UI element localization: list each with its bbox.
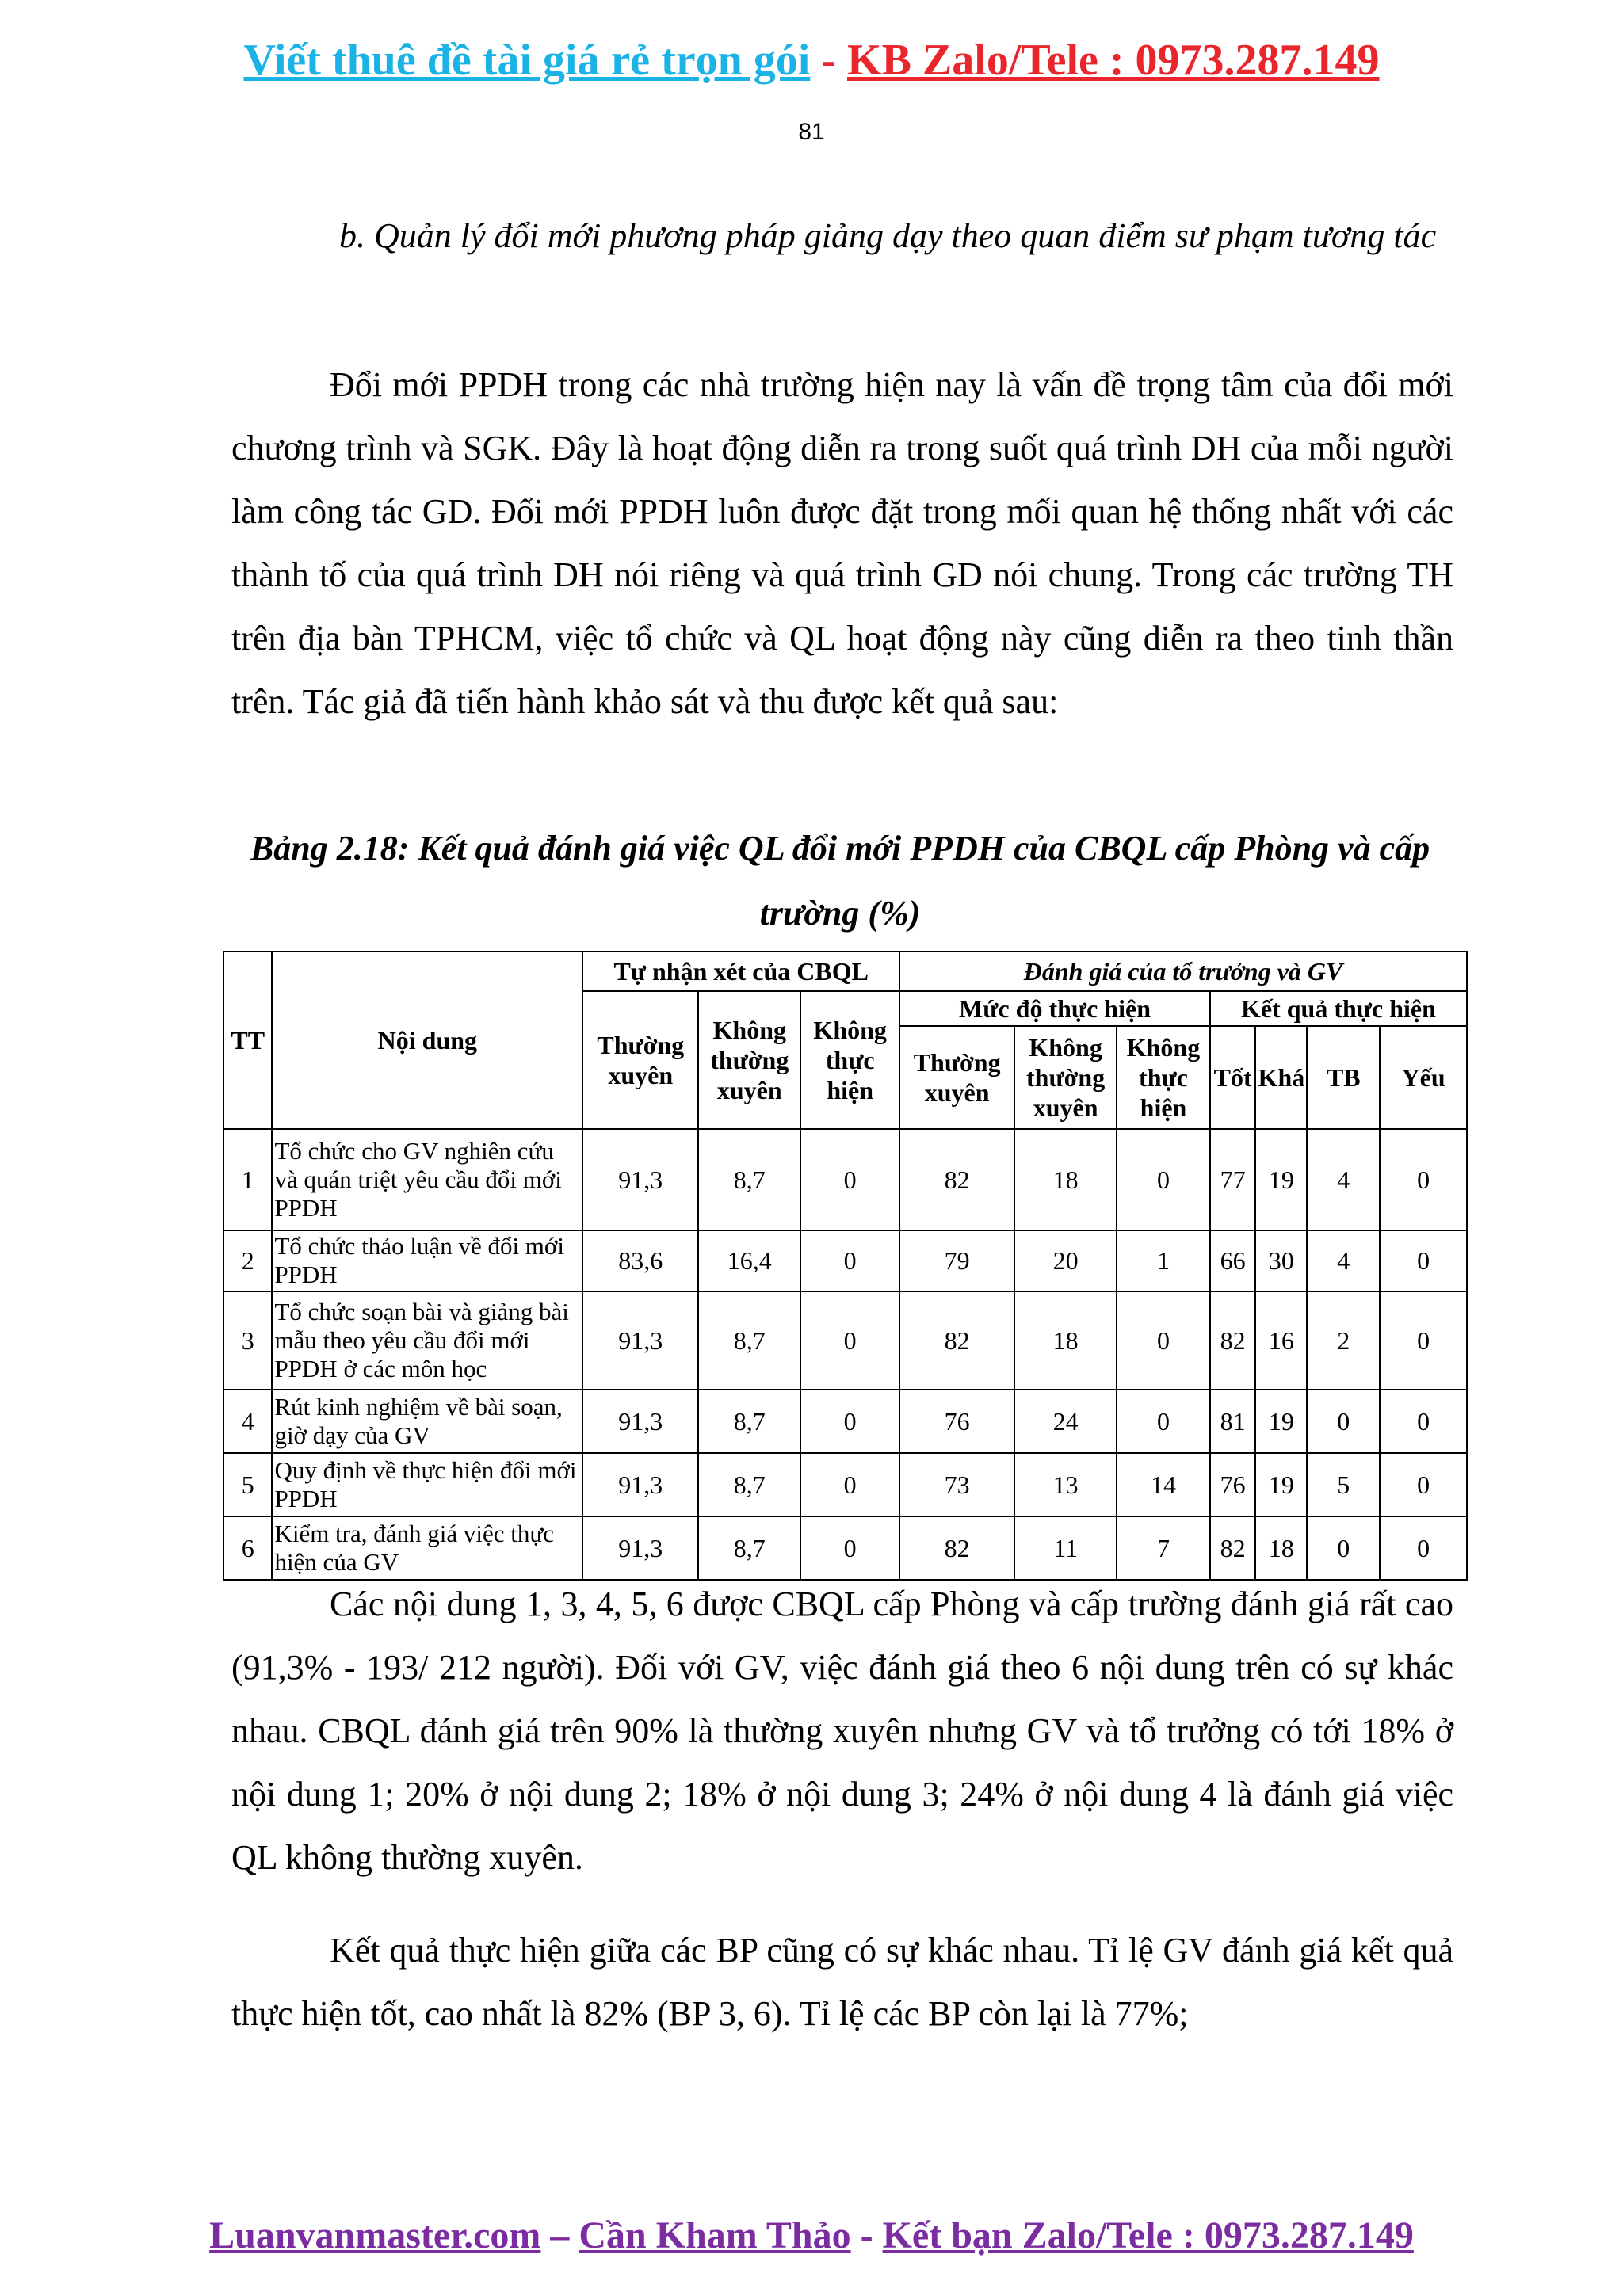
- footer-link-contact[interactable]: Kết bạn Zalo/Tele : 0973.287.149: [882, 2214, 1414, 2256]
- row-number: 2: [223, 1230, 272, 1291]
- row-value: 13: [1014, 1453, 1117, 1516]
- row-value: 8,7: [698, 1453, 800, 1516]
- table-row: [223, 1390, 1467, 1453]
- row-number: 4: [223, 1390, 272, 1453]
- header-self-col: Không thực hiện: [800, 991, 899, 1129]
- row-content: Quy định về thực hiện đổi mới PPDH: [272, 1453, 582, 1516]
- row-value: 79: [899, 1230, 1014, 1291]
- footer-link-site[interactable]: Luanvanmaster.com: [209, 2214, 541, 2256]
- header-result-col: Yếu: [1380, 1026, 1467, 1129]
- row-value: 2: [1307, 1291, 1380, 1390]
- row-value: 7: [1117, 1516, 1210, 1580]
- row-value: 0: [1117, 1291, 1210, 1390]
- row-value: 82: [899, 1129, 1014, 1230]
- row-value: 14: [1117, 1453, 1210, 1516]
- row-value: 81: [1210, 1390, 1255, 1453]
- header-level-col: Không thực hiện: [1117, 1026, 1210, 1129]
- header-evaluation: Đánh giá của tổ trưởng và GV: [899, 952, 1467, 991]
- row-content: Tổ chức soạn bài và giảng bài mẫu theo yêu cầu đổi mới PPDH ở các môn học: [272, 1291, 582, 1390]
- row-value: 18: [1255, 1516, 1307, 1580]
- footer-separator: -: [850, 2214, 883, 2256]
- header-tt: TT: [223, 952, 272, 1129]
- row-value: 0: [1380, 1291, 1467, 1390]
- table-row: [223, 1291, 1467, 1390]
- header-level-col: Thường xuyên: [899, 1026, 1014, 1129]
- row-value: 4: [1307, 1230, 1380, 1291]
- row-value: 8,7: [698, 1291, 800, 1390]
- row-value: 0: [800, 1390, 899, 1453]
- row-content: Tổ chức cho GV nghiên cứu và quán triệt yêu cầu đổi mới PPDH: [272, 1129, 582, 1230]
- row-value: 73: [899, 1453, 1014, 1516]
- row-value: 0: [1307, 1516, 1380, 1580]
- row-value: 4: [1307, 1129, 1380, 1230]
- row-value: 8,7: [698, 1516, 800, 1580]
- header-result-col: Khá: [1255, 1026, 1307, 1129]
- row-value: 0: [1380, 1516, 1467, 1580]
- header-separator: -: [810, 36, 848, 85]
- header-level-col: Không thường xuyên: [1014, 1026, 1117, 1129]
- row-number: 6: [223, 1516, 272, 1580]
- page-number: 81: [798, 119, 825, 145]
- header-link-contact[interactable]: KB Zalo/Tele : 0973.287.149: [847, 36, 1380, 85]
- header-self-assessment: Tự nhận xét của CBQL: [582, 952, 899, 991]
- row-value: 0: [800, 1516, 899, 1580]
- row-value: 83,6: [582, 1230, 698, 1291]
- row-value: 0: [1380, 1230, 1467, 1291]
- table-caption: Bảng 2.18: Kết quả đánh giá việc QL đổi mới PPDH của CBQL cấp Phòng và cấp trường (%): [250, 829, 1430, 933]
- row-value: 91,3: [582, 1516, 698, 1580]
- row-value: 0: [1380, 1129, 1467, 1230]
- header-self-col: Thường xuyên: [582, 991, 698, 1129]
- results-table: [223, 951, 1468, 1581]
- row-value: 8,7: [698, 1129, 800, 1230]
- header-banner: [0, 32, 1623, 89]
- row-value: 5: [1307, 1453, 1380, 1516]
- row-value: 82: [899, 1516, 1014, 1580]
- header-result: Kết quả thực hiện: [1210, 991, 1467, 1026]
- row-value: 19: [1255, 1390, 1307, 1453]
- header-link-service[interactable]: Viết thuê đề tài giá rẻ trọn gói: [243, 36, 811, 85]
- row-value: 91,3: [582, 1129, 698, 1230]
- footer-separator: –: [540, 2214, 579, 2256]
- row-value: 91,3: [582, 1453, 698, 1516]
- row-value: 82: [1210, 1516, 1255, 1580]
- row-value: 0: [800, 1453, 899, 1516]
- row-value: 19: [1255, 1129, 1307, 1230]
- row-value: 20: [1014, 1230, 1117, 1291]
- table-row: [223, 1453, 1467, 1516]
- row-value: 0: [1380, 1390, 1467, 1453]
- row-value: 0: [800, 1291, 899, 1390]
- footer-banner: [0, 2210, 1623, 2261]
- table-row: [223, 1230, 1467, 1291]
- paragraph-results: Kết quả thực hiện giữa các BP cũng có sự khác nhau. Tỉ lệ GV đánh giá kết quả thực hiện tốt, cao nhất là 82% (BP 3, 6). Tỉ lệ các BP còn lại là 77%;: [231, 1931, 1453, 2033]
- row-value: 91,3: [582, 1390, 698, 1453]
- row-value: 76: [1210, 1453, 1255, 1516]
- row-value: 18: [1014, 1291, 1117, 1390]
- row-value: 0: [800, 1129, 899, 1230]
- row-content: Rút kinh nghiệm về bài soạn, giờ dạy của GV: [272, 1390, 582, 1453]
- table-row: [223, 1129, 1467, 1230]
- header-content: Nội dung: [272, 952, 582, 1129]
- header-result-col: Tốt: [1210, 1026, 1255, 1129]
- section-heading: b. Quản lý đổi mới phương pháp giảng dạy theo quan điểm sư phạm tương tác: [339, 216, 1437, 255]
- header-self-col: Không thường xuyên: [698, 991, 800, 1129]
- row-value: 8,7: [698, 1390, 800, 1453]
- row-value: 0: [1307, 1390, 1380, 1453]
- row-value: 0: [1117, 1129, 1210, 1230]
- row-value: 0: [800, 1230, 899, 1291]
- row-number: 5: [223, 1453, 272, 1516]
- table-row: [223, 1516, 1467, 1580]
- row-value: 82: [899, 1291, 1014, 1390]
- row-value: 91,3: [582, 1291, 698, 1390]
- row-number: 3: [223, 1291, 272, 1390]
- paragraph-analysis: Các nội dung 1, 3, 4, 5, 6 được CBQL cấp Phòng và cấp trường đánh giá rất cao (91,3% - 193/ 212 người). Đối với GV, việc đánh giá theo 6 nội dung trên có sự khác nhau. CBQL đánh giá trên 90% là thường xuyên nhưng GV và tổ trưởng có tới 18% ở nội dung 1; 20% ở nội dung 2; 18% ở nội dung 3; 24% ở nội dung 4 là đánh giá việc QL không thường xuyên.: [231, 1585, 1453, 1877]
- paragraph-intro: Đổi mới PPDH trong các nhà trường hiện nay là vấn đề trọng tâm của đổi mới chương trình và SGK. Đây là hoạt động diễn ra trong suốt quá trình DH của mỗi người làm công tác GD. Đổi mới PPDH luôn được đặt trong mối quan hệ thống nhất với các thành tố của quá trình DH nói riêng và quá trình GD nói chung. Trong các trường TH trên địa bàn TPHCM, việc tổ chức và QL hoạt động này cũng diễn ra theo tinh thần trên. Tác giả đã tiến hành khảo sát và thu được kết quả sau:: [231, 365, 1453, 721]
- row-content: Kiểm tra, đánh giá việc thực hiện của GV: [272, 1516, 582, 1580]
- row-value: 24: [1014, 1390, 1117, 1453]
- row-value: 0: [1380, 1453, 1467, 1516]
- row-value: 16: [1255, 1291, 1307, 1390]
- row-value: 77: [1210, 1129, 1255, 1230]
- header-level: Mức độ thực hiện: [899, 991, 1210, 1026]
- row-value: 11: [1014, 1516, 1117, 1580]
- row-value: 16,4: [698, 1230, 800, 1291]
- row-number: 1: [223, 1129, 272, 1230]
- footer-link-name[interactable]: Cần Kham Thảo: [579, 2214, 851, 2256]
- row-value: 1: [1117, 1230, 1210, 1291]
- row-value: 18: [1014, 1129, 1117, 1230]
- row-value: 30: [1255, 1230, 1307, 1291]
- row-value: 82: [1210, 1291, 1255, 1390]
- row-value: 19: [1255, 1453, 1307, 1516]
- header-result-col: TB: [1307, 1026, 1380, 1129]
- row-value: 66: [1210, 1230, 1255, 1291]
- row-value: 0: [1117, 1390, 1210, 1453]
- row-content: Tổ chức thảo luận về đổi mới PPDH: [272, 1230, 582, 1291]
- row-value: 76: [899, 1390, 1014, 1453]
